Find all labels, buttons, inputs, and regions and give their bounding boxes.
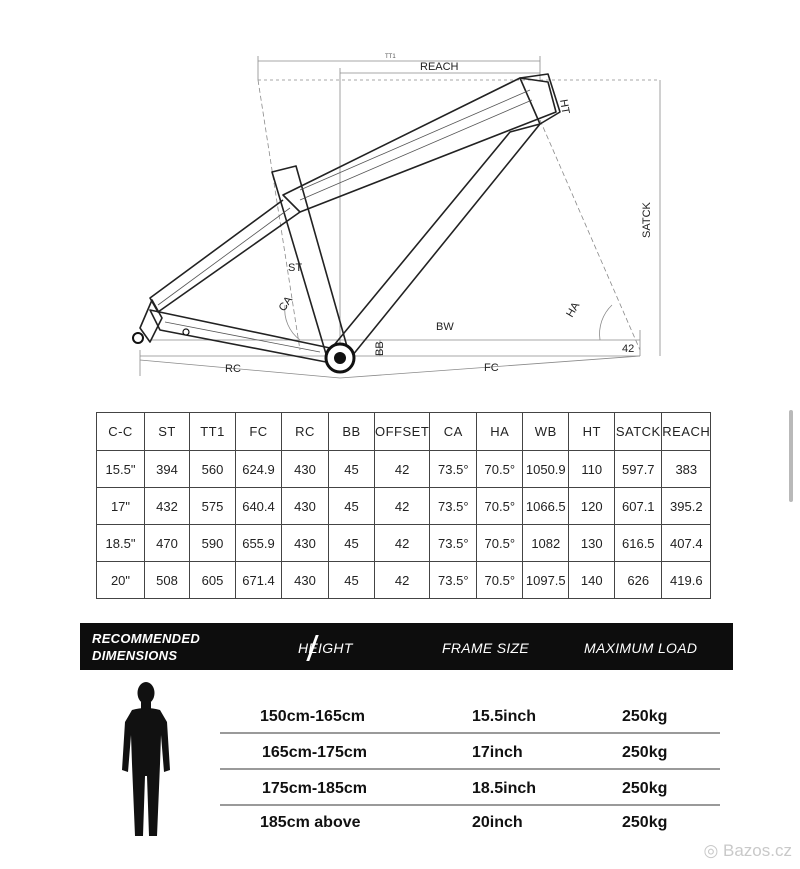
tt-label: TT1 [385, 54, 396, 60]
ca-label: CA [276, 294, 296, 314]
col-frame-header: FRAME SIZE [442, 640, 530, 656]
table-cell: 1097.5 [523, 562, 569, 599]
table-cell: 120 [569, 488, 615, 525]
watermark-text: Bazos.cz [723, 841, 792, 860]
table-cell: 394 [145, 451, 190, 488]
size-row [220, 740, 720, 770]
table-row [97, 451, 711, 488]
table-cell: 1066.5 [523, 488, 569, 525]
table-header-cell: WB [523, 413, 569, 451]
table-cell: 70.5° [477, 488, 523, 525]
table-header-cell: SATCK [615, 413, 662, 451]
banner-title [92, 630, 200, 664]
size-frame: 17inch [472, 744, 523, 761]
table-cell: 508 [145, 562, 190, 599]
table-cell: 575 [190, 488, 236, 525]
table-cell: 407.4 [662, 525, 711, 562]
size-frame: 20inch [472, 814, 523, 831]
ht-label: HT [557, 98, 572, 115]
geometry-table [96, 412, 711, 599]
size-row [220, 776, 720, 806]
table-cell: 42 [375, 562, 430, 599]
table-cell: 73.5° [430, 488, 477, 525]
size-load: 250kg [622, 744, 668, 761]
table-cell: 42 [375, 525, 430, 562]
table-header-cell: REACH [662, 413, 711, 451]
table-cell: 73.5° [430, 525, 477, 562]
table-cell: 42 [375, 488, 430, 525]
table-cell: 45 [329, 488, 375, 525]
table-cell: 671.4 [236, 562, 282, 599]
watermark-icon: ◎ [703, 841, 724, 860]
table-cell: 430 [282, 451, 329, 488]
table-cell: 430 [282, 562, 329, 599]
bw-label: BW [436, 321, 454, 333]
table-row [97, 488, 711, 525]
size-height: 165cm-175cm [262, 744, 367, 761]
table-cell: 432 [145, 488, 190, 525]
st-label: ST [288, 262, 303, 274]
table-row [97, 562, 711, 599]
table-cell: 624.9 [236, 451, 282, 488]
table-cell: 73.5° [430, 451, 477, 488]
row-divider [220, 768, 720, 770]
table-header-cell: FC [236, 413, 282, 451]
table-cell: 590 [190, 525, 236, 562]
table-cell: 640.4 [236, 488, 282, 525]
table-cell: 560 [190, 451, 236, 488]
table-cell: 1050.9 [523, 451, 569, 488]
table-cell: 130 [569, 525, 615, 562]
table-cell: 45 [329, 525, 375, 562]
table-cell: 20" [97, 562, 145, 599]
table-cell: 73.5° [430, 562, 477, 599]
table-cell: 42 [375, 451, 430, 488]
table-cell: 419.6 [662, 562, 711, 599]
row-divider [220, 732, 720, 734]
size-load: 250kg [622, 708, 668, 725]
size-row [220, 810, 720, 840]
table-cell: 110 [569, 451, 615, 488]
table-header-cell: BB [329, 413, 375, 451]
table-cell: 470 [145, 525, 190, 562]
banner-title-line2: DIMENSIONS [92, 648, 178, 663]
size-load: 250kg [622, 780, 668, 797]
satck-label: SATCK [641, 202, 653, 238]
table-header-cell: C-C [97, 413, 145, 451]
table-header-cell: ST [145, 413, 190, 451]
table-cell: 383 [662, 451, 711, 488]
table-row [97, 525, 711, 562]
table-cell: 70.5° [477, 562, 523, 599]
table-cell: 70.5° [477, 451, 523, 488]
size-frame: 15.5inch [472, 708, 537, 725]
table-cell: 140 [569, 562, 615, 599]
size-row [220, 704, 720, 734]
table-cell: 70.5° [477, 525, 523, 562]
fc-label: FC [484, 362, 499, 374]
size-load: 250kg [622, 814, 668, 831]
banner-title-line1: RECOMMENDED [92, 631, 201, 646]
size-frame: 18.5inch [472, 780, 537, 797]
table-cell: 45 [329, 562, 375, 599]
table-cell: 18.5" [97, 525, 145, 562]
size-height: 175cm-185cm [262, 780, 367, 797]
ha-label: HA [564, 300, 583, 320]
col-height-header: HEIGHT [298, 640, 353, 656]
frame-geometry-diagram [0, 0, 800, 400]
table-header-row [97, 413, 711, 451]
table-cell: 605 [190, 562, 236, 599]
size-height: 185cm above [260, 814, 361, 831]
table-header-cell: OFFSET [375, 413, 430, 451]
size-height: 150cm-165cm [260, 708, 365, 725]
human-silhouette-icon [118, 680, 174, 840]
table-header-cell: RC [282, 413, 329, 451]
reach-label: REACH [420, 61, 459, 73]
table-cell: 607.1 [615, 488, 662, 525]
row-divider [220, 804, 720, 806]
table-cell: 1082 [523, 525, 569, 562]
table-cell: 17" [97, 488, 145, 525]
table-header-cell: HA [477, 413, 523, 451]
table-cell: 15.5" [97, 451, 145, 488]
table-header-cell: HT [569, 413, 615, 451]
table-cell: 430 [282, 525, 329, 562]
table-cell: 626 [615, 562, 662, 599]
rc-label: RC [225, 363, 241, 375]
ha-value-label: 42 [622, 343, 635, 355]
table-cell: 655.9 [236, 525, 282, 562]
table-cell: 395.2 [662, 488, 711, 525]
table-cell: 616.5 [615, 525, 662, 562]
scrollbar[interactable] [789, 410, 793, 502]
table-cell: 430 [282, 488, 329, 525]
bb-label: BB [374, 341, 386, 356]
recommended-dimensions-banner [80, 623, 733, 670]
table-cell: 45 [329, 451, 375, 488]
table-cell: 597.7 [615, 451, 662, 488]
watermark [703, 841, 792, 861]
table-header-cell: CA [430, 413, 477, 451]
col-load-header: MAXIMUM LOAD [584, 640, 698, 656]
table-header-cell: TT1 [190, 413, 236, 451]
